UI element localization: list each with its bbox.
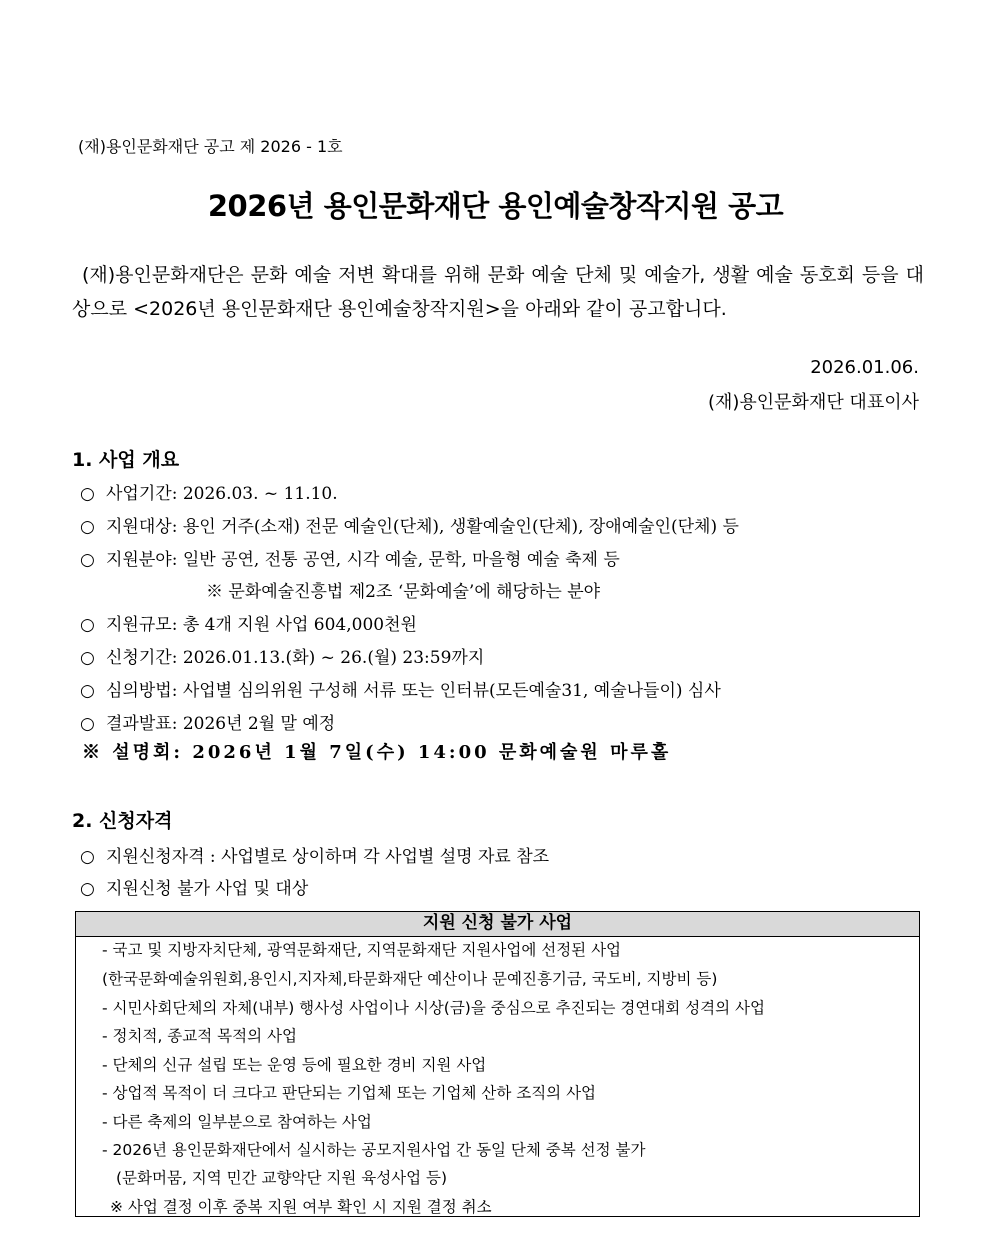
overview-item-text: 결과발표: 2026년 2월 말 예정 xyxy=(106,714,336,734)
overview-item xyxy=(80,676,721,701)
bullet-circle-icon: ○ xyxy=(80,550,95,570)
briefing-session-note: ※ 설명회: 2026년 1월 7일(수) 14:00 문화예술원 마루홀 xyxy=(82,742,672,763)
intro-paragraph: (재)용인문화재단은 문화 예술 저변 확대를 위해 문화 예술 단체 및 예술가, 생활 예술 동호회 등을 대상으로 <2026년 용인문화재단 용인예술창작지원>을 아래와 같이 공고합니다. xyxy=(72,264,924,320)
overview-item-text: 사업기간: 2026.03. ~ 11.10. xyxy=(106,484,338,504)
bullet-circle-icon: ○ xyxy=(80,615,95,635)
overview-item-text: 지원대상: 용인 거주(소재) 전문 예술인(단체), 생활예술인(단체), 장애예술인(단체) 등 xyxy=(106,517,739,537)
section-heading-overview: 1. 사업 개요 xyxy=(72,449,180,471)
notice-number: (재)용인문화재단 공고 제 2026 - 1호 xyxy=(78,137,343,156)
bullet-circle-icon: ○ xyxy=(80,517,95,537)
overview-item xyxy=(80,643,484,668)
ineligible-cancel-note: ※ 사업 결정 이후 중복 지원 여부 확인 시 지원 결정 취소 xyxy=(110,1198,492,1216)
overview-item xyxy=(80,709,335,734)
ineligible-projects-box xyxy=(75,911,920,1217)
overview-item-text: 신청기간: 2026.01.13.(화) ~ 26.(월) 23:59까지 xyxy=(106,648,485,668)
ineligible-item: - 2026년 용인문화재단에서 실시하는 공모지원사업 간 동일 단체 중복 선정 불가 xyxy=(102,1141,646,1159)
eligibility-item-text: 지원신청 불가 사업 및 대상 xyxy=(106,879,309,899)
ineligible-projects-heading: 지원 신청 불가 사업 xyxy=(76,912,919,937)
bullet-circle-icon: ○ xyxy=(80,648,95,668)
ineligible-item: - 다른 축제의 일부분으로 참여하는 사업 xyxy=(102,1113,372,1131)
bullet-circle-icon: ○ xyxy=(80,879,95,899)
overview-item xyxy=(80,479,338,504)
overview-item-text: 지원규모: 총 4개 지원 사업 604,000천원 xyxy=(106,615,417,635)
ineligible-item: - 국고 및 지방자치단체, 광역문화재단, 지역문화재단 지원사업에 선정된 사업 xyxy=(102,941,622,959)
overview-item-text: 지원분야: 일반 공연, 전통 공연, 시각 예술, 문학, 마을형 예술 축제 등 xyxy=(106,550,620,570)
bullet-circle-icon: ○ xyxy=(80,681,95,701)
bullet-circle-icon: ○ xyxy=(80,847,95,867)
notice-signer: (재)용인문화재단 대표이사 xyxy=(707,392,919,413)
ineligible-item: - 단체의 신규 설립 또는 운영 등에 필요한 경비 지원 사업 xyxy=(102,1056,487,1074)
bullet-circle-icon: ○ xyxy=(80,484,95,504)
field-note: ※ 문화예술진흥법 제2조 ‘문화예술’에 해당하는 분야 xyxy=(206,582,601,602)
ineligible-item-detail: (문화머뭄, 지역 민간 교향악단 지원 육성사업 등) xyxy=(116,1169,448,1187)
overview-item-text: 심의방법: 사업별 심의위원 구성해 서류 또는 인터뷰(모든예술31, 예술나들이) 심사 xyxy=(106,681,721,701)
notice-date: 2026.01.06. xyxy=(810,357,919,378)
bullet-circle-icon: ○ xyxy=(80,714,95,734)
eligibility-item xyxy=(80,842,549,867)
eligibility-item xyxy=(80,874,308,899)
section-heading-eligibility: 2. 신청자격 xyxy=(72,810,173,832)
ineligible-item: - 정치적, 종교적 목적의 사업 xyxy=(102,1027,297,1045)
overview-item xyxy=(80,545,620,570)
page-title: 2026년 용인문화재단 용인예술창작지원 공고 xyxy=(207,189,784,223)
eligibility-item-text: 지원신청자격 : 사업별로 상이하며 각 사업별 설명 자료 참조 xyxy=(106,847,550,867)
ineligible-item: - 상업적 목적이 더 크다고 판단되는 기업체 또는 기업체 산하 조직의 사업 xyxy=(102,1084,597,1102)
ineligible-item-detail: (한국문화예술위원회,용인시,지자체,타문화재단 예산이나 문예진흥기금, 국도비, 지방비 등) xyxy=(102,970,718,988)
ineligible-item: - 시민사회단체의 자체(내부) 행사성 사업이나 시상(금)을 중심으로 추진되는 경연대회 성격의 사업 xyxy=(102,999,766,1017)
overview-item xyxy=(80,610,417,635)
overview-item xyxy=(80,512,739,537)
